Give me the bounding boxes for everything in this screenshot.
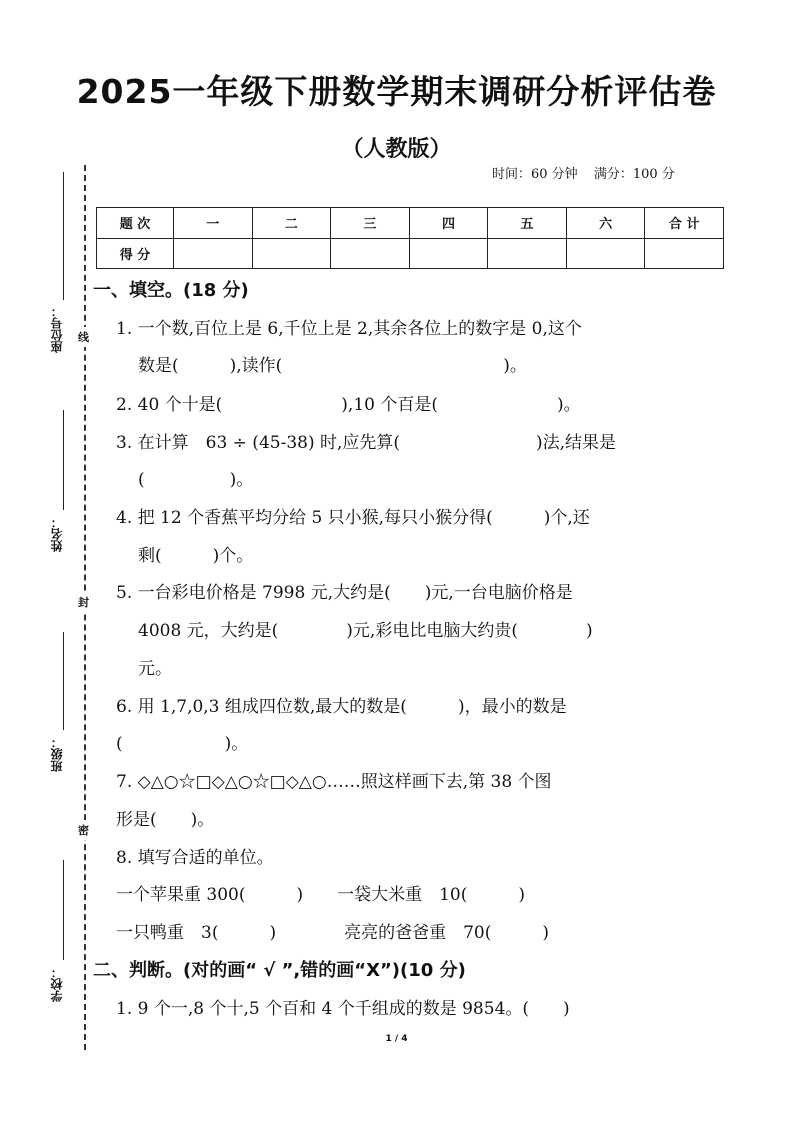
score-header-cell: 四 xyxy=(409,208,488,239)
question-line: ( )。 xyxy=(116,734,249,754)
section-2-heading: 二、判断。(对的画“ √ ”,错的画“X”)(10 分) xyxy=(93,960,466,981)
score-table-header-row xyxy=(97,208,724,239)
cut-word-line: 线 xyxy=(78,327,89,347)
full-score: 满分：100 分 xyxy=(593,167,675,182)
question-line: 1. 9 个一,8 个十,5 个百和 4 个千组成的数是 9854。( ) xyxy=(116,999,570,1019)
fill-line-seat xyxy=(63,172,64,300)
name-label: 姓名： xyxy=(50,516,64,552)
question-line: 1. 一个数,百位上是 6,千位上是 2,其余各位上的数字是 0,这个 xyxy=(116,319,582,339)
question-line: 7. ◇△○☆□◇△○☆□◇△○……照这样画下去,第 38 个图 xyxy=(116,772,552,792)
question-line: ( )。 xyxy=(138,470,254,490)
cut-word-secret: 密 xyxy=(78,820,89,840)
score-header-cell: 一 xyxy=(174,208,253,239)
question-line: 数是( ),读作( )。 xyxy=(138,356,527,376)
section-1-heading: 一、填空。(18 分) xyxy=(93,280,249,301)
score-cell[interactable] xyxy=(566,238,645,269)
class-label: 班级： xyxy=(50,736,64,772)
score-header-cell: 五 xyxy=(488,208,567,239)
question-line: 5. 一台彩电价格是 7998 元,大约是( )元,一台电脑价格是 xyxy=(116,583,573,603)
score-header-cell: 六 xyxy=(566,208,645,239)
question-line: 形是( )。 xyxy=(116,810,215,830)
page-number: 1 / 4 xyxy=(385,1034,408,1044)
fill-line-class xyxy=(63,632,64,730)
question-line: 4008 元，大约是( )元,彩电比电脑大约贵( ) xyxy=(138,621,593,641)
score-cell[interactable] xyxy=(252,238,331,269)
question-line: 一个苹果重 300( ) 一袋大米重 10( ) xyxy=(116,885,526,905)
score-table xyxy=(96,207,724,269)
score-row-label: 得 分 xyxy=(97,238,174,269)
school-label: 学校： xyxy=(50,966,64,1002)
score-table-score-row xyxy=(97,238,724,269)
score-header-cell: 二 xyxy=(252,208,331,239)
question-line: 2. 40 个十是( ),10 个百是( )。 xyxy=(116,395,581,415)
page-title: 2025一年级下册数学期末调研分析评估卷 xyxy=(76,72,717,111)
score-cell[interactable] xyxy=(331,238,410,269)
score-cell[interactable] xyxy=(174,238,253,269)
score-cell[interactable] xyxy=(645,238,724,269)
fill-line-name xyxy=(63,410,64,510)
edition-subtitle: （人教版） xyxy=(341,137,452,162)
question-line: 8. 填写合适的单位。 xyxy=(116,848,274,868)
question-line: 4. 把 12 个香蕉平均分给 5 只小猴,每只小猴分得( )个,还 xyxy=(116,508,590,528)
score-header-cell: 三 xyxy=(331,208,410,239)
question-line: 3. 在计算 63 ÷ (45-38) 时,应先算( )法,结果是 xyxy=(116,433,617,453)
fill-line-school xyxy=(63,860,64,960)
score-header-cell: 题 次 xyxy=(97,208,174,239)
seat-number-label: 座位号： xyxy=(50,305,64,353)
score-cell[interactable] xyxy=(409,238,488,269)
time-info xyxy=(492,163,687,182)
question-line: 一只鸭重 3( ) 亮亮的爸爸重 70( ) xyxy=(116,923,549,943)
time-limit: 时间：60 分钟 xyxy=(492,167,578,182)
score-header-cell: 合 计 xyxy=(645,208,724,239)
score-cell[interactable] xyxy=(488,238,567,269)
question-line: 元。 xyxy=(138,659,172,679)
question-line: 剩( )个。 xyxy=(138,546,254,566)
cut-word-seal: 封 xyxy=(78,592,89,612)
question-line: 6. 用 1,7,0,3 组成四位数,最大的数是( )，最小的数是 xyxy=(116,697,567,717)
